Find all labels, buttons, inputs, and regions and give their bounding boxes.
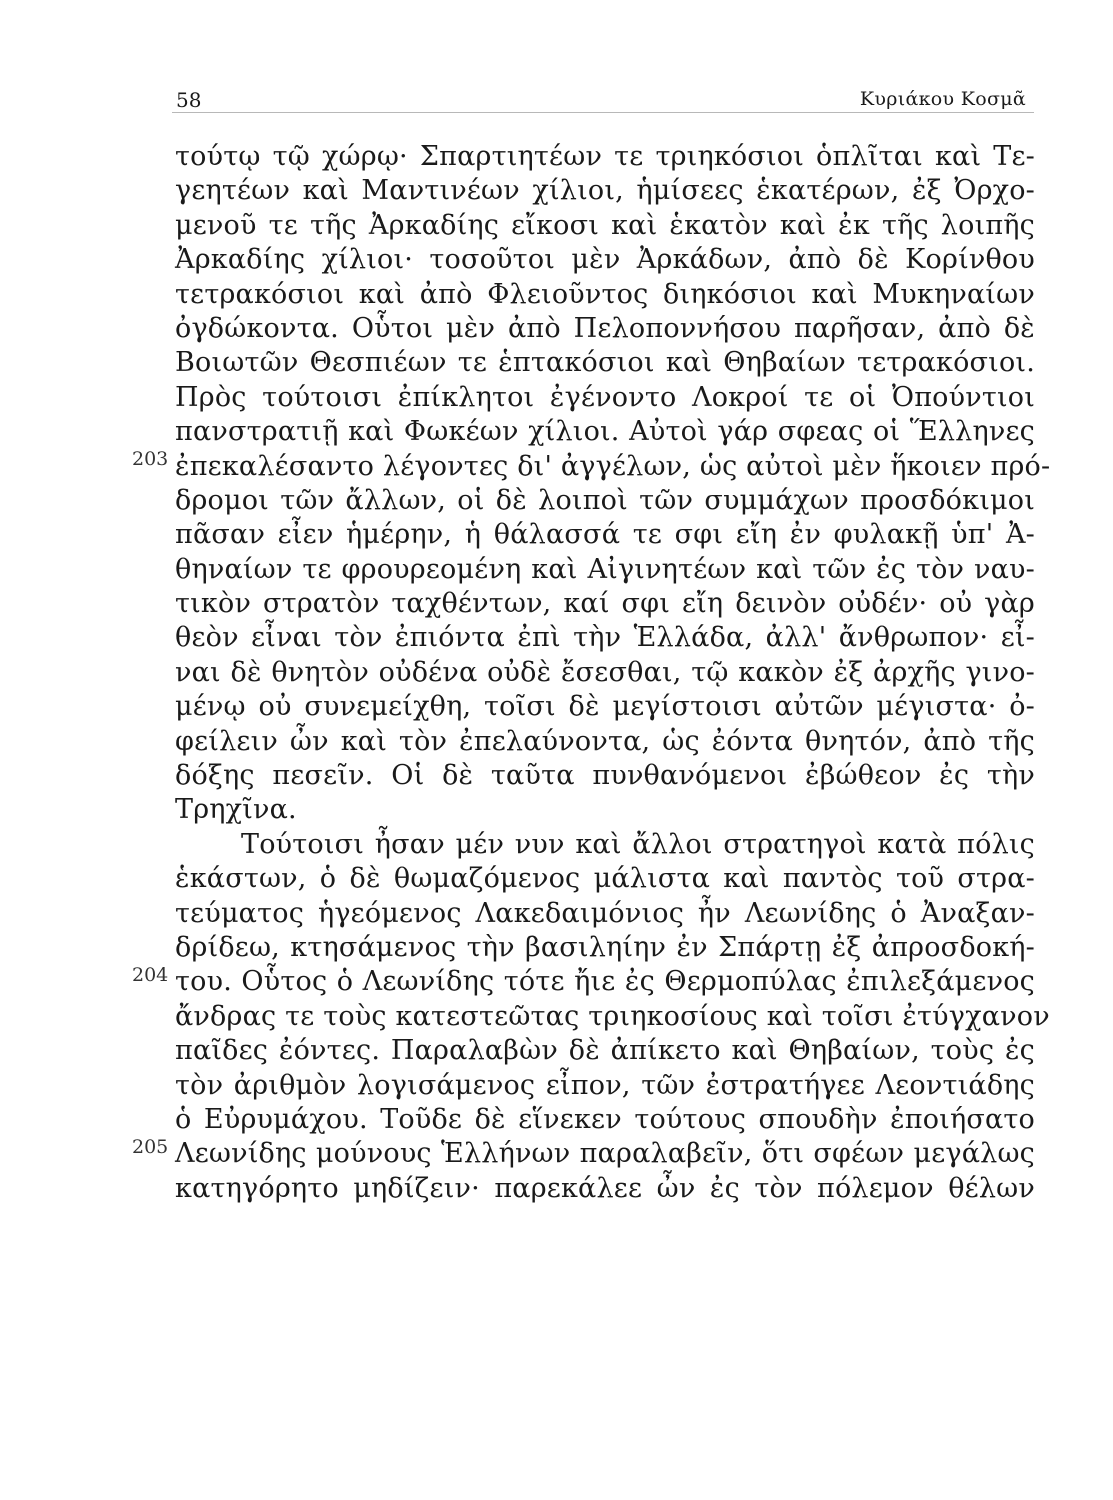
text-line: Λεωνίδης μούνους Ἑλλήνων παραλαβεῖν, ὅτι σφέων μεγάλως — [175, 1138, 1035, 1170]
text-line: γεητέων καὶ Μαντινέων χίλιοι, ἡμίσεες ἑκατέρων, ἐξ Ὀρχο- — [175, 175, 1035, 207]
text-line: θηναίων τε φρουρεομένη καὶ Αἰγινητέων καὶ τῶν ἐς τὸν ναυ- — [175, 553, 1035, 585]
text-line: πανστρατιῇ καὶ Φωκέων χίλιοι. Αὐτοὶ γάρ σφεας οἱ Ἕλληνες — [175, 416, 1035, 448]
text-line: ἄνδρας τε τοὺς κατεστεῶτας τριηκοσίους καὶ τοῖσι ἐτύγχανον — [175, 1000, 1050, 1032]
text-line: δρομοι τῶν ἄλλων, οἱ δὲ λοιποὶ τῶν συμμάχων προσδόκιμοι — [175, 484, 1035, 516]
text-line: τεύματος ἡγεόμενος Λακεδαιμόνιος ἦν Λεωνίδης ὁ Ἀναξαν- — [175, 897, 1035, 929]
text-line: τικὸν στρατὸν ταχθέντων, καί σφι εἴη δεινὸν οὐδέν· οὐ γὰρ — [175, 588, 1035, 620]
body-text — [175, 140, 1051, 1206]
text-line: τούτῳ τῷ χώρῳ· Σπαρτιητέων τε τριηκόσιοι ὁπλῖται καὶ Τε- — [175, 141, 1035, 172]
text-line: κατηγόρητο μηδίζειν· παρεκάλεε ὦν ἐς τὸν πόλεμον θέλων — [175, 1172, 1035, 1204]
text-line: πᾶσαν εἶεν ἡμέρην, ἡ θάλασσά τε σφι εἴη ἐν φυλακῇ ὑπ' Ἀ- — [175, 519, 1035, 551]
text-line: Βοιωτῶν Θεσπιέων τε ἑπτακόσιοι καὶ Θηβαίων τετρακόσιοι. — [175, 347, 1035, 379]
text-line: Τρηχῖνα. — [175, 794, 297, 826]
text-line: Τούτοισι ἦσαν μέν νυν καὶ ἄλλοι στρατηγοὶ κατὰ πόλις — [241, 828, 1035, 860]
page-header — [172, 82, 1034, 113]
section-number-205: 205 — [132, 1136, 169, 1158]
text-line: τετρακόσιοι καὶ ἀπὸ Φλειοῦντος διηκόσιοι καὶ Μυκηναίων — [175, 278, 1035, 310]
text-line: μενοῦ τε τῆς Ἀρκαδίης εἴκοσι καὶ ἑκατὸν καὶ ἐκ τῆς λοιπῆς — [175, 209, 1035, 241]
text-line: ναι δὲ θνητὸν οὐδένα οὐδὲ ἔσεσθαι, τῷ κακὸν ἐξ ἀρχῆς γινο- — [175, 656, 1035, 688]
text-line: τὸν ἀριθμὸν λογισάμενος εἶπον, τῶν ἐστρατήγεε Λεοντιάδης — [175, 1069, 1035, 1101]
text-line: φείλειν ὦν καὶ τὸν ἐπελαύνοντα, ὡς ἐόντα θνητόν, ἀπὸ τῆς — [175, 725, 1035, 757]
text-line: Πρὸς τούτοισι ἐπίκλητοι ἐγένοντο Λοκροί τε οἱ Ὀπούντιοι — [175, 381, 1035, 413]
text-line: θεὸν εἶναι τὸν ἐπιόντα ἐπὶ τὴν Ἑλλάδα, ἀλλ' ἄνθρωπον· εἶ- — [175, 622, 1035, 654]
text-line: μένῳ οὐ συνεμείχθη, τοῖσι δὲ μεγίστοισι αὐτῶν μέγιστα· ὀ- — [175, 691, 1035, 723]
text-line: Ἀρκαδίης χίλιοι· τοσοῦτοι μὲν Ἀρκάδων, ἀπὸ δὲ Κορίνθου — [175, 244, 1035, 276]
text-line: ἑκάστων, ὁ δὲ θωμαζόμενος μάλιστα καὶ παντὸς τοῦ στρα- — [175, 863, 1035, 895]
text-line: παῖδες ἐόντες. Παραλαβὼν δὲ ἀπίκετο καὶ Θηβαίων, τοὺς ἐς — [175, 1035, 1035, 1067]
text-line: του. Οὗτος ὁ Λεωνίδης τότε ἤιε ἐς Θερμοπύλας ἐπιλεξάμενος — [175, 966, 1035, 998]
text-line: δόξης πεσεῖν. Οἱ δὲ ταῦτα πυνθανόμενοι ἐβώθεον ἐς τὴν — [175, 760, 1035, 792]
text-line: ἐπεκαλέσαντο λέγοντες δι' ἀγγέλων, ὡς αὐτοὶ μὲν ἥκοιεν πρό- — [175, 450, 1051, 482]
page-number: 58 — [176, 88, 202, 112]
section-number-203: 203 — [132, 448, 169, 470]
text-line: ὀγδώκοντα. Οὗτοι μὲν ἀπὸ Πελοποννήσου παρῆσαν, ἀπὸ δὲ — [175, 312, 1035, 344]
section-number-204: 204 — [132, 964, 169, 986]
text-line: δρίδεω, κτησάμενος τὴν βασιληίην ἐν Σπάρτῃ ἐξ ἀπροσδοκή- — [175, 931, 1035, 963]
text-line: ὁ Εὐρυμάχου. Τοῦδε δὲ εἵνεκεν τούτους σπουδὴν ἐποιήσατο — [175, 1103, 1035, 1135]
running-title: Κυριάκου Κοσμᾶ — [859, 88, 1026, 110]
